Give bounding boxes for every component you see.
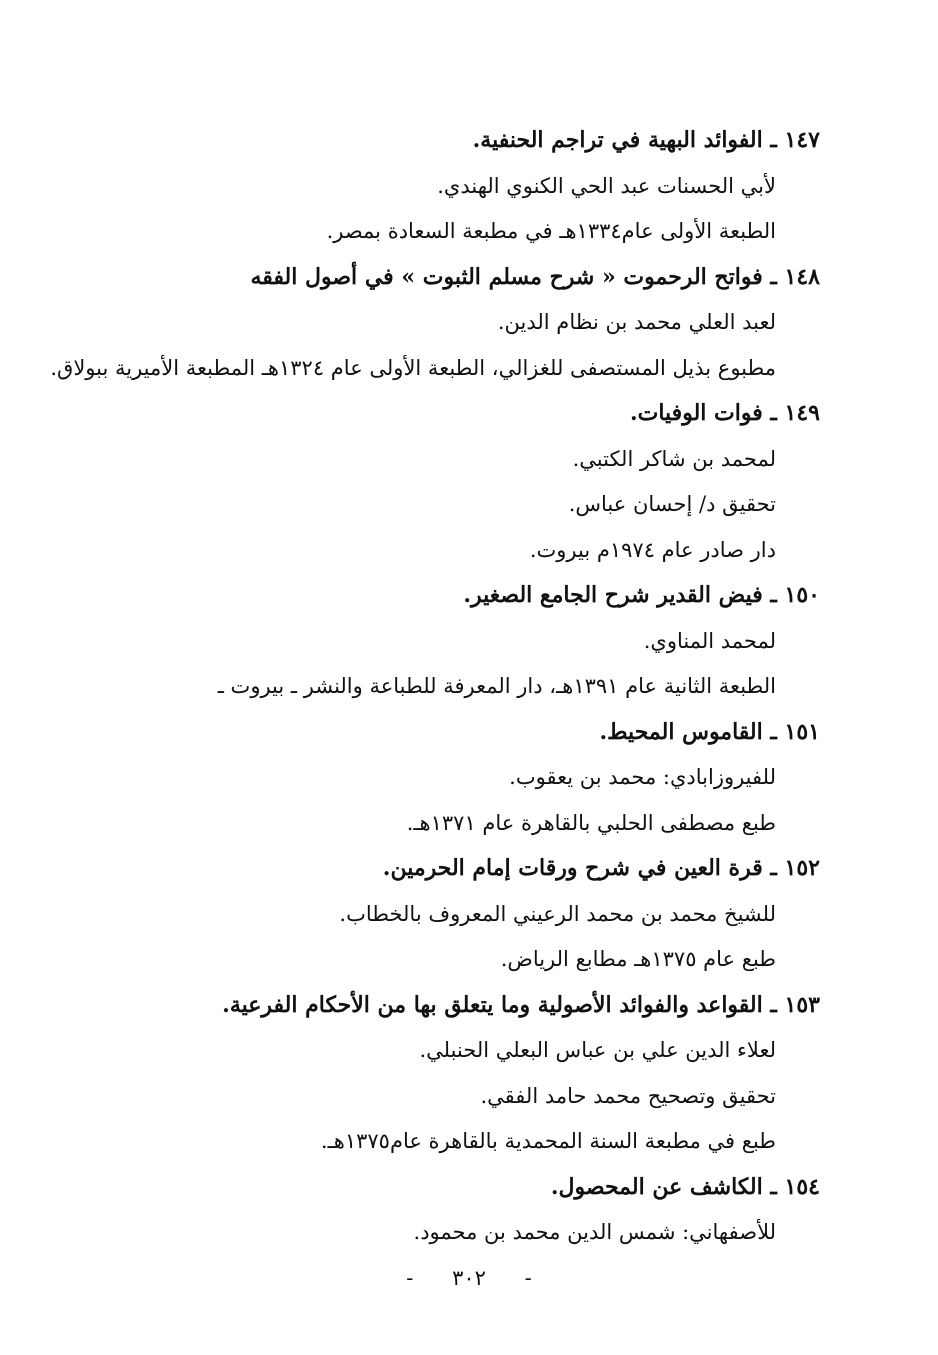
entry-detail: للفيروزابادي: محمد بن يعقوب. (509, 765, 776, 789)
entry-detail: طبع في مطبعة السنة المحمدية بالقاهرة عام١٣٧٥هـ. (320, 1129, 776, 1153)
entry-title: الكاشف عن المحصول. (550, 1173, 763, 1200)
bibliography-entry (80, 573, 820, 710)
entry-number: ١٥٢ (784, 855, 820, 881)
bibliography-entry (80, 391, 820, 573)
entry-number: ١٥٤ (784, 1173, 820, 1200)
entry-title: فواتح الرحموت « شرح مسلم الثبوت » في أصول الفقه (250, 263, 763, 290)
entry-heading (80, 983, 820, 1029)
entry-title: فيض القدير شرح الجامع الصغير. (463, 582, 763, 608)
bibliography-entry (80, 118, 820, 255)
document-page (50, 118, 820, 1256)
entry-detail: طبع مصطفى الحلبي بالقاهرة عام ١٣٧١هـ. (406, 810, 776, 835)
entry-title: فوات الوفيات. (629, 400, 763, 426)
entry-detail: طبع عام ١٣٧٥هـ مطابع الرياض. (500, 947, 776, 971)
bibliography-entry (80, 1165, 820, 1256)
entry-number: ١٤٨ (784, 263, 820, 290)
entry-separator: ـ (770, 582, 777, 608)
entry-heading (80, 573, 820, 619)
entry-separator: ـ (770, 718, 777, 745)
entry-detail: تحقيق د/ إحسان عباس. (568, 492, 776, 516)
footer-dash-right: - (524, 1266, 532, 1290)
entry-detail: للشيخ محمد بن محمد الرعيني المعروف بالخطاب. (339, 901, 776, 926)
entry-heading (80, 1165, 820, 1211)
entry-heading (80, 255, 820, 301)
entry-title: قرة العين في شرح ورقات إمام الحرمين. (382, 855, 763, 881)
entry-detail: لمحمد المناوي. (643, 628, 776, 653)
entry-number: ١٥١ (784, 718, 820, 745)
page-footer (0, 1258, 938, 1298)
bibliography-list (50, 118, 820, 1256)
entry-detail: مطبوع بذيل المستصفى للغزالي، الطبعة الأولى عام ١٣٢٤هـ المطبعة الأميرية ببولاق. (50, 355, 776, 380)
entry-detail: الطبعة الأولى عام١٣٣٤هـ في مطبعة السعادة بمصر. (326, 219, 776, 243)
entry-number: ١٤٧ (784, 127, 820, 153)
entry-separator: ـ (770, 991, 777, 1018)
entry-number: ١٤٩ (784, 400, 820, 426)
entry-heading (80, 846, 820, 892)
entry-separator: ـ (770, 127, 777, 153)
entry-heading (80, 710, 820, 756)
entry-separator: ـ (770, 1173, 777, 1200)
entry-detail: لمحمد بن شاكر الكتبي. (572, 446, 776, 471)
bibliography-entry (50, 255, 820, 392)
entry-number: ١٥٠ (784, 582, 820, 608)
page-number: ٣٠٢ (452, 1266, 486, 1290)
entry-detail: دار صادر عام ١٩٧٤م بيروت. (529, 537, 776, 562)
footer-dash-left: - (406, 1266, 414, 1290)
entry-heading (80, 118, 820, 164)
entry-number: ١٥٣ (784, 991, 820, 1018)
entry-detail: تحقيق وتصحيح محمد حامد الفقي. (480, 1083, 776, 1108)
entry-title: القاموس المحيط. (599, 718, 763, 745)
bibliography-entry (80, 983, 820, 1165)
entry-detail: لعبد العلي محمد بن نظام الدين. (497, 310, 776, 334)
entry-title: القواعد والفوائد الأصولية وما يتعلق بها من الأحكام الفرعية. (222, 991, 763, 1018)
entry-detail: لأبي الحسنات عبد الحي الكنوي الهندي. (437, 173, 776, 198)
entry-heading (80, 391, 820, 437)
entry-separator: ـ (770, 263, 777, 290)
entry-title: الفوائد البهية في تراجم الحنفية. (472, 127, 763, 153)
entry-separator: ـ (770, 400, 777, 426)
bibliography-entry (80, 846, 820, 983)
entry-detail: لعلاء الدين علي بن عباس البعلي الحنبلي. (419, 1038, 776, 1062)
entry-detail: الطبعة الثانية عام ١٣٩١هـ، دار المعرفة للطباعة والنشر ـ بيروت ـ (217, 674, 776, 698)
entry-detail: للأصفهاني: شمس الدين محمد بن محمود. (413, 1220, 776, 1244)
bibliography-entry (80, 710, 820, 847)
entry-separator: ـ (770, 855, 777, 881)
